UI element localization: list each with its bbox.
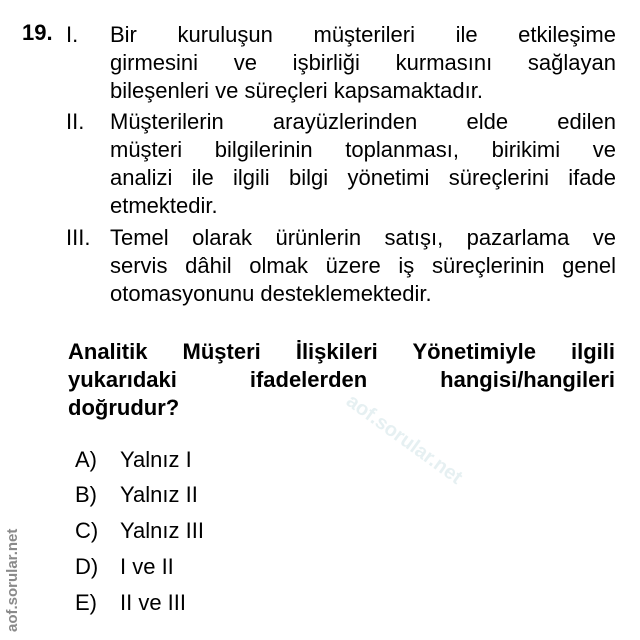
statement-line: bileşenleri ve süreçleri kapsamaktadır.: [110, 78, 483, 103]
statement-line: Bir kuruluşun müşterileri ile etkileşime: [110, 22, 616, 47]
statement-line: Müşterilerin arayüzlerinden elde edilen: [110, 109, 616, 134]
side-watermark: aof.sorular.net: [4, 528, 21, 632]
option-letter: C): [75, 518, 99, 543]
stem-line: Analitik Müşteri İlişkileri Yönetimiyle ilgili: [68, 339, 615, 364]
statement-line: Temel olarak ürünlerin satışı, pazarlama ve: [110, 225, 616, 250]
option-text: II ve III: [120, 590, 187, 615]
option-letter: B): [75, 482, 97, 507]
question-number: 19.: [22, 20, 53, 45]
roman-numeral: II.: [66, 109, 85, 134]
option-letter: D): [75, 554, 99, 579]
stem-line: doğrudur?: [68, 395, 180, 420]
statement-line: otomasyonunu desteklemektedir.: [110, 281, 432, 306]
watermark: aof.sorular.net: [342, 390, 467, 489]
statement-line: analizi ile ilgili bilgi yönetimi süreçlerini ifade: [110, 165, 616, 190]
option-letter: A): [75, 447, 97, 472]
option-text: I ve II: [120, 554, 174, 579]
option-text: Yalnız II: [120, 482, 198, 507]
option-a[interactable]: [75, 446, 192, 474]
statement-line: servis dâhil olmak üzere iş süreçlerinin genel: [110, 253, 616, 278]
statement-line: girmesini ve işbirliği kurmasını sağlayan: [110, 50, 616, 75]
option-text: Yalnız III: [120, 518, 204, 543]
option-c[interactable]: [75, 517, 204, 545]
roman-numeral: I.: [66, 22, 79, 47]
stem-line: yukarıdaki ifadelerden hangisi/hangileri: [68, 367, 615, 392]
option-letter: E): [75, 590, 97, 615]
roman-numeral: III.: [66, 225, 91, 250]
statement-line: müşteri bilgilerinin toplanması, birikimi ve: [110, 137, 616, 162]
option-b[interactable]: [75, 481, 198, 509]
question-stem: [68, 338, 615, 422]
statement-line: etmektedir.: [110, 193, 218, 218]
option-e[interactable]: [75, 589, 186, 617]
option-d[interactable]: [75, 553, 174, 581]
option-text: Yalnız I: [120, 447, 192, 472]
